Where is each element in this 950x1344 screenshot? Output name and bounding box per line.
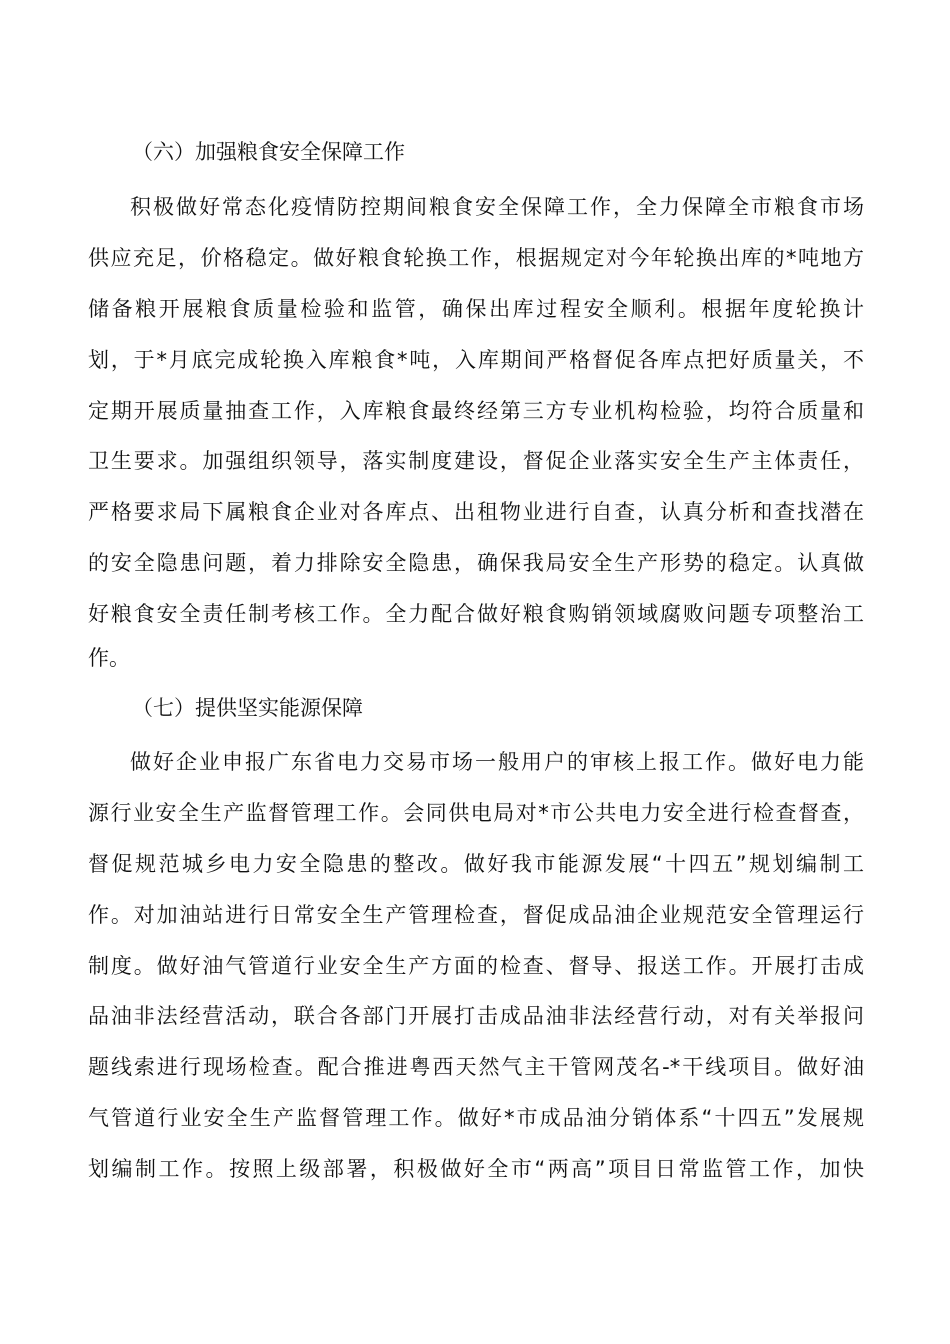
paragraph-line: 划编制工作。按照上级部署，积极做好全市“两高”项目日常监管工作，加快 bbox=[88, 1157, 864, 1181]
section-heading-7: （七）提供坚实能源保障 bbox=[132, 696, 363, 720]
paragraph-line: 气管道行业安全生产监督管理工作。做好*市成品油分销体系“十四五”发展规 bbox=[88, 1106, 864, 1130]
paragraph-line: 定期开展质量抽查工作，入库粮食最终经第三方专业机构检验，均符合质量和 bbox=[88, 399, 864, 423]
paragraph-line: 积极做好常态化疫情防控期间粮食安全保障工作，全力保障全市粮食市场 bbox=[130, 195, 864, 219]
paragraph-line: 源行业安全生产监督管理工作。会同供电局对*市公共电力安全进行检查督查， bbox=[88, 801, 864, 825]
paragraph-line: 好粮食安全责任制考核工作。全力配合做好粮食购销领域腐败问题专项整治工 bbox=[88, 602, 864, 626]
paragraph-line: 制度。做好油气管道行业安全生产方面的检查、督导、报送工作。开展打击成 bbox=[88, 954, 864, 978]
paragraph-line: 储备粮开展粮食质量检验和监管，确保出库过程安全顺利。根据年度轮换计 bbox=[88, 297, 864, 321]
paragraph-line: 划，于*月底完成轮换入库粮食*吨，入库期间严格督促各库点把好质量关，不 bbox=[88, 348, 864, 372]
paragraph-line: 作。对加油站进行日常安全生产管理检查，督促成品油企业规范安全管理运行 bbox=[88, 903, 864, 927]
paragraph-line: 品油非法经营活动，联合各部门开展打击成品油非法经营行动，对有关举报问 bbox=[88, 1004, 864, 1028]
paragraph-line: 的安全隐患问题，着力排除安全隐患，确保我局安全生产形势的稳定。认真做 bbox=[88, 551, 864, 575]
paragraph-line: 做好企业申报广东省电力交易市场一般用户的审核上报工作。做好电力能 bbox=[130, 750, 864, 774]
paragraph-line: 督促规范城乡电力安全隐患的整改。做好我市能源发展“十四五”规划编制工 bbox=[88, 852, 864, 876]
paragraph-line: 卫生要求。加强组织领导，落实制度建设，督促企业落实安全生产主体责任， bbox=[88, 449, 864, 473]
paragraph-line: 题线索进行现场检查。配合推进粤西天然气主干管网茂名-*干线项目。做好油 bbox=[88, 1055, 864, 1079]
paragraph-line: 作。 bbox=[88, 646, 130, 670]
section-heading-6: （六）加强粮食安全保障工作 bbox=[132, 140, 405, 164]
paragraph-line: 供应充足，价格稳定。做好粮食轮换工作，根据规定对今年轮换出库的*吨地方 bbox=[88, 246, 864, 270]
paragraph-line: 严格要求局下属粮食企业对各库点、出租物业进行自查，认真分析和查找潜在 bbox=[88, 500, 864, 524]
